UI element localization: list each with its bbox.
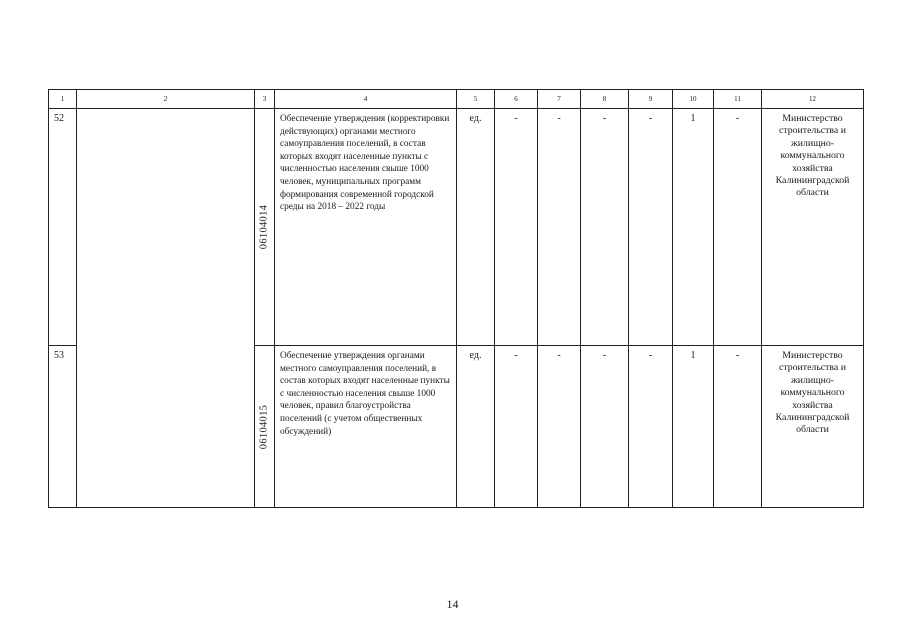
value-cell: - bbox=[629, 346, 673, 508]
header-cell: 8 bbox=[581, 90, 629, 109]
value-cell: - bbox=[714, 109, 762, 346]
value-cell: - bbox=[495, 109, 538, 346]
value-cell: - bbox=[581, 346, 629, 508]
header-cell: 6 bbox=[495, 90, 538, 109]
table-row bbox=[49, 109, 864, 346]
value-cell: - bbox=[714, 346, 762, 508]
code-text: 06104015 bbox=[258, 404, 270, 449]
merged-column-2-cell bbox=[77, 109, 255, 508]
header-cell: 5 bbox=[457, 90, 495, 109]
header-cell: 11 bbox=[714, 90, 762, 109]
header-cell: 7 bbox=[538, 90, 581, 109]
value-cell: - bbox=[581, 109, 629, 346]
header-cell: 1 bbox=[49, 90, 77, 109]
value-cell: - bbox=[629, 109, 673, 346]
header-row bbox=[49, 90, 864, 109]
code-cell bbox=[255, 109, 275, 346]
responsible-cell: Министерство строительства и жилищно-коммунального хозяйства Калининградской области bbox=[762, 109, 864, 346]
header-cell: 4 bbox=[275, 90, 457, 109]
header-cell: 10 bbox=[673, 90, 714, 109]
page-number: 14 bbox=[446, 597, 459, 611]
responsible-cell: Министерство строительства и жилищно-коммунального хозяйства Калининградской области bbox=[762, 346, 864, 508]
header-cell: 9 bbox=[629, 90, 673, 109]
code-text: 06104014 bbox=[258, 204, 270, 250]
unit-cell: ед. bbox=[457, 109, 495, 346]
value-cell: - bbox=[495, 346, 538, 508]
code-cell bbox=[255, 346, 275, 508]
value-cell: 1 bbox=[673, 109, 714, 346]
program-table bbox=[48, 89, 864, 508]
row-number: 53 bbox=[49, 346, 77, 508]
header-cell: 2 bbox=[77, 90, 255, 109]
description-cell: Обеспечение утверждения органами местного самоуправления поселений, в состав которых входят населенные пункты с численностью населения свыше 1000 человек, правил благоустройства поселений (с учетом общественных обсуждений) bbox=[275, 346, 457, 508]
header-cell: 3 bbox=[255, 90, 275, 109]
row-number: 52 bbox=[49, 109, 77, 346]
value-cell: - bbox=[538, 346, 581, 508]
unit-cell: ед. bbox=[457, 346, 495, 508]
header-cell: 12 bbox=[762, 90, 864, 109]
value-cell: 1 bbox=[673, 346, 714, 508]
value-cell: - bbox=[538, 109, 581, 346]
description-cell: Обеспечение утверждения (корректировки действующих) органами местного самоуправления поселений, в состав которых входят населенные пункты с численностью населения свыше 1000 человек, муниципальных программ формирования современной городской среды на 2018 – 2022 годы bbox=[275, 109, 457, 346]
